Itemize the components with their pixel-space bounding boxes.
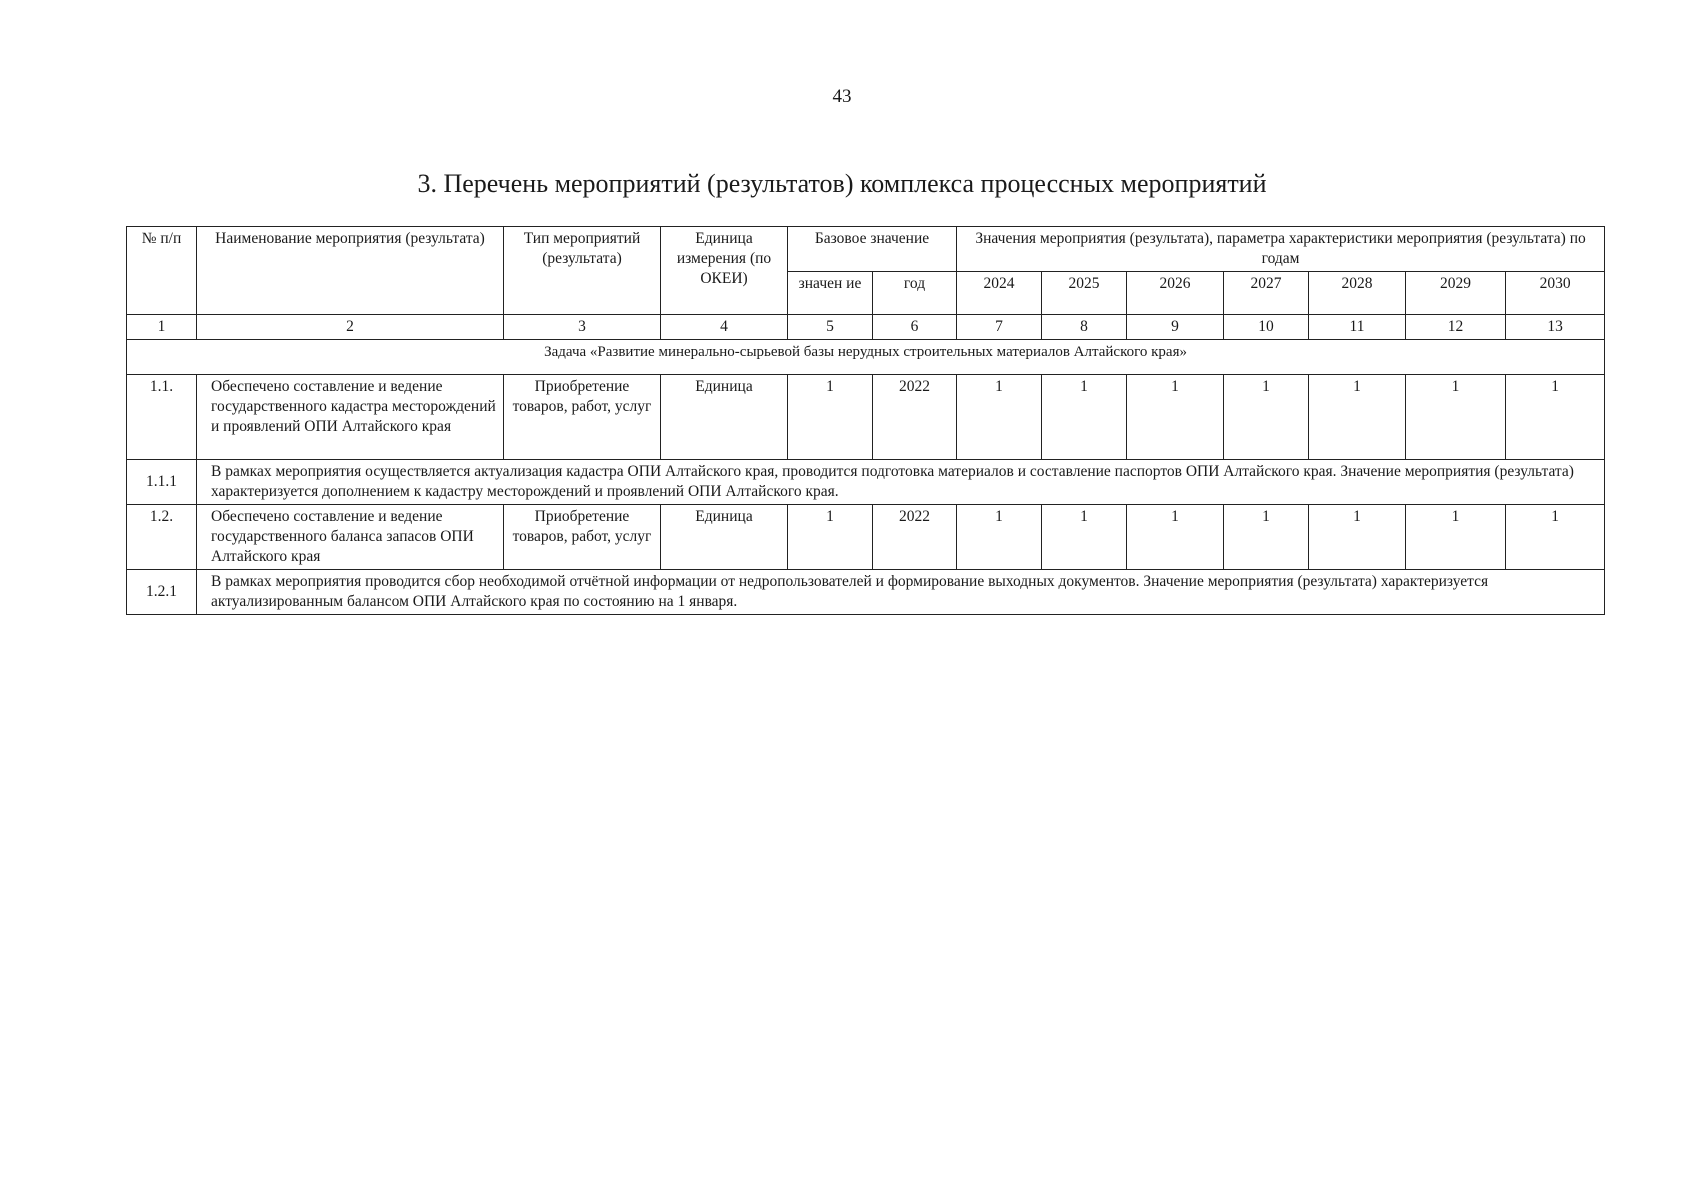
- row-value-2026: 1: [1127, 375, 1224, 460]
- row-value-2026: 1: [1127, 505, 1224, 570]
- column-number: 10: [1224, 315, 1309, 340]
- column-number: 7: [957, 315, 1042, 340]
- column-number: 6: [873, 315, 957, 340]
- header-base-value: значен ие: [788, 272, 873, 315]
- header-row-1: [127, 227, 1605, 272]
- column-numbers-row: [127, 315, 1605, 340]
- header-year-2030: 2030: [1506, 272, 1605, 315]
- header-year-2026: 2026: [1127, 272, 1224, 315]
- row-value-2027: 1: [1224, 375, 1309, 460]
- header-values-group: Значения мероприятия (результата), параметра характеристики мероприятия (результата) по годам: [957, 227, 1605, 272]
- row-value-2029: 1: [1406, 375, 1506, 460]
- header-year-2029: 2029: [1406, 272, 1506, 315]
- row-value-2025: 1: [1042, 505, 1127, 570]
- section-title: 3. Перечень мероприятий (результатов) комплекса процессных мероприятий: [417, 169, 1267, 198]
- column-number: 8: [1042, 315, 1127, 340]
- row-name: Обеспечено составление и ведение государственного баланса запасов ОПИ Алтайского края: [197, 505, 504, 570]
- row-type: Приобретение товаров, работ, услуг: [504, 505, 661, 570]
- header-base-group: Базовое значение: [788, 227, 957, 272]
- table-row: [127, 375, 1605, 460]
- row-description: В рамках мероприятия осуществляется актуализация кадастра ОПИ Алтайского края, проводится подготовка материалов и составление паспортов ОПИ Алтайского края. Значение мероприятия (результата) характеризуется дополнением к кадастру месторождений и проявлений ОПИ Алтайского края.: [197, 460, 1605, 505]
- header-year-2027: 2027: [1224, 272, 1309, 315]
- row-type: Приобретение товаров, работ, услуг: [504, 375, 661, 460]
- activities-table: [126, 226, 1605, 615]
- column-number: 4: [661, 315, 788, 340]
- row-num: 1.2.1: [127, 570, 197, 615]
- column-number: 2: [197, 315, 504, 340]
- header-name: Наименование мероприятия (результата): [197, 227, 504, 315]
- row-num: 1.2.: [127, 505, 197, 570]
- table-row-description: [127, 460, 1605, 505]
- column-number: 13: [1506, 315, 1605, 340]
- header-type: Тип мероприятий (результата): [504, 227, 661, 315]
- table-row-description: [127, 570, 1605, 615]
- row-value-2025: 1: [1042, 375, 1127, 460]
- column-number: 12: [1406, 315, 1506, 340]
- row-description: В рамках мероприятия проводится сбор необходимой отчётной информации от недропользователей и формирование выходных документов. Значение мероприятия (результата) характеризуется актуализированным балансом ОПИ Алтайского края по состоянию на 1 января.: [197, 570, 1605, 615]
- header-year-2028: 2028: [1309, 272, 1406, 315]
- header-year-2025: 2025: [1042, 272, 1127, 315]
- row-value-2028: 1: [1309, 375, 1406, 460]
- row-value-2024: 1: [957, 505, 1042, 570]
- row-unit: Единица: [661, 375, 788, 460]
- row-value-2024: 1: [957, 375, 1042, 460]
- task-row: [127, 340, 1605, 375]
- header-num: № п/п: [127, 227, 197, 315]
- row-num: 1.1.: [127, 375, 197, 460]
- table-row: [127, 505, 1605, 570]
- task-title: Задача «Развитие минерально-сырьевой базы нерудных строительных материалов Алтайского края»: [127, 340, 1605, 375]
- row-base-value: 1: [788, 375, 873, 460]
- header-unit: Единица измерения (по ОКЕИ): [661, 227, 788, 315]
- row-value-2030: 1: [1506, 375, 1605, 460]
- header-year-2024: 2024: [957, 272, 1042, 315]
- column-number: 3: [504, 315, 661, 340]
- column-number: 1: [127, 315, 197, 340]
- row-value-2030: 1: [1506, 505, 1605, 570]
- page-number: 43: [832, 86, 852, 107]
- row-value-2027: 1: [1224, 505, 1309, 570]
- column-number: 9: [1127, 315, 1224, 340]
- row-num: 1.1.1: [127, 460, 197, 505]
- row-unit: Единица: [661, 505, 788, 570]
- row-base-year: 2022: [873, 505, 957, 570]
- column-number: 5: [788, 315, 873, 340]
- row-base-year: 2022: [873, 375, 957, 460]
- row-name: Обеспечено составление и ведение государственного кадастра месторождений и проявлений ОПИ Алтайского края: [197, 375, 504, 460]
- column-number: 11: [1309, 315, 1406, 340]
- header-base-year: год: [873, 272, 957, 315]
- row-value-2028: 1: [1309, 505, 1406, 570]
- row-base-value: 1: [788, 505, 873, 570]
- row-value-2029: 1: [1406, 505, 1506, 570]
